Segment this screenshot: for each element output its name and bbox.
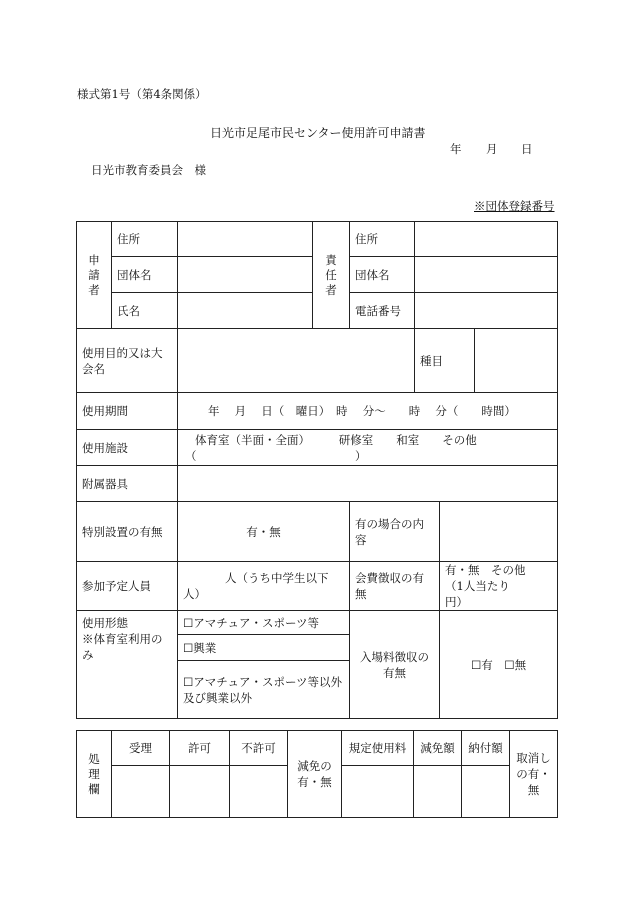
admission-label: 入場料徴収の有無	[350, 611, 440, 719]
exemption-header: 減免の有・無	[288, 731, 342, 818]
form-number: 様式第1号（第4条関係）	[77, 87, 207, 101]
applicant-group-field[interactable]	[178, 257, 313, 293]
special-label: 特別設置の有無	[77, 502, 178, 562]
date-day-label: 日	[521, 142, 533, 156]
period-label: 使用期間	[77, 393, 178, 430]
type-label: 種目	[415, 329, 475, 393]
standard-fee-header: 規定使用料	[342, 731, 414, 766]
nonpermit-field[interactable]	[230, 766, 288, 818]
facility-label: 使用施設	[77, 430, 178, 466]
facility-other-close: ）	[355, 448, 367, 463]
usage-label	[77, 611, 178, 719]
fee-field[interactable]	[440, 562, 558, 611]
usage-option-other[interactable]: ☐アマチュア・スポーツ等以外及び興業以外	[178, 661, 350, 719]
paid-amount-field[interactable]	[462, 766, 510, 818]
responsible-group-label: 団体名	[350, 257, 415, 293]
cancel-header: 取消しの有・無	[510, 731, 558, 818]
special-value[interactable]: 有・無	[178, 502, 350, 562]
special-case-field[interactable]	[440, 502, 558, 562]
period-field[interactable]: 年 月 日（ 曜日） 時 分～ 時 分（ 時間）	[178, 393, 558, 430]
usage-label-line1: 使用形態 ※体育室利用のみ	[82, 616, 163, 662]
applicant-address-label: 住所	[112, 222, 178, 257]
equipment-field[interactable]	[178, 466, 558, 502]
responsible-group-field[interactable]	[415, 257, 558, 293]
received-header: 受理	[112, 731, 170, 766]
purpose-label: 使用目的又は大会名	[77, 329, 178, 393]
permit-header: 許可	[170, 731, 230, 766]
fee-line1: 有・無 その他	[445, 563, 526, 577]
responsible-side-label: 責 任 者	[313, 222, 350, 329]
facility-options: 体育室（半面・全面） 研修室 和室 その他	[195, 432, 477, 447]
applicant-name-field[interactable]	[178, 293, 313, 329]
applicant-side-label: 申 請 者	[77, 222, 112, 329]
admission-value[interactable]: ☐有 ☐無	[440, 611, 558, 719]
applicant-group-label: 団体名	[112, 257, 178, 293]
facility-field[interactable]	[178, 430, 558, 466]
applicant-name-label: 氏名	[112, 293, 178, 329]
date-year-label: 年	[450, 142, 462, 156]
fee-label: 会費徴収の有無	[350, 562, 440, 611]
addressee: 日光市教育委員会 様	[91, 163, 206, 177]
applicant-address-field[interactable]	[178, 222, 313, 257]
purpose-field[interactable]	[178, 329, 415, 393]
type-field[interactable]	[475, 329, 558, 393]
standard-fee-field[interactable]	[342, 766, 414, 818]
exempt-amount-field[interactable]	[414, 766, 462, 818]
responsible-phone-field[interactable]	[415, 293, 558, 329]
group-registration-number: ※団体登録番号	[474, 199, 555, 213]
participants-line2: 人）	[183, 587, 206, 601]
permit-field[interactable]	[170, 766, 230, 818]
received-field[interactable]	[112, 766, 170, 818]
participants-label: 参加予定人員	[77, 562, 178, 611]
equipment-label: 附属器具	[77, 466, 178, 502]
nonpermit-header: 不許可	[230, 731, 288, 766]
responsible-address-field[interactable]	[415, 222, 558, 257]
processing-side-label: 処 理 欄	[77, 731, 112, 818]
usage-option-amateur[interactable]: ☐アマチュア・スポーツ等	[178, 611, 350, 635]
exempt-amount-header: 減免額	[414, 731, 462, 766]
fee-line2: （1人当たり 円）	[445, 579, 545, 609]
special-case-label: 有の場合の内容	[350, 502, 440, 562]
responsible-address-label: 住所	[350, 222, 415, 257]
date-month-label: 月	[486, 142, 498, 156]
facility-other-open: （	[185, 448, 197, 463]
participants-line1: 人（うち中学生以下	[225, 571, 329, 585]
usage-option-show[interactable]: ☐興業	[178, 635, 350, 661]
participants-field[interactable]	[178, 562, 350, 611]
processing-table	[76, 730, 558, 818]
application-table	[76, 221, 558, 719]
responsible-phone-label: 電話番号	[350, 293, 415, 329]
page-title: 日光市足尾市民センター使用許可申請書	[210, 126, 426, 140]
paid-amount-header: 納付額	[462, 731, 510, 766]
